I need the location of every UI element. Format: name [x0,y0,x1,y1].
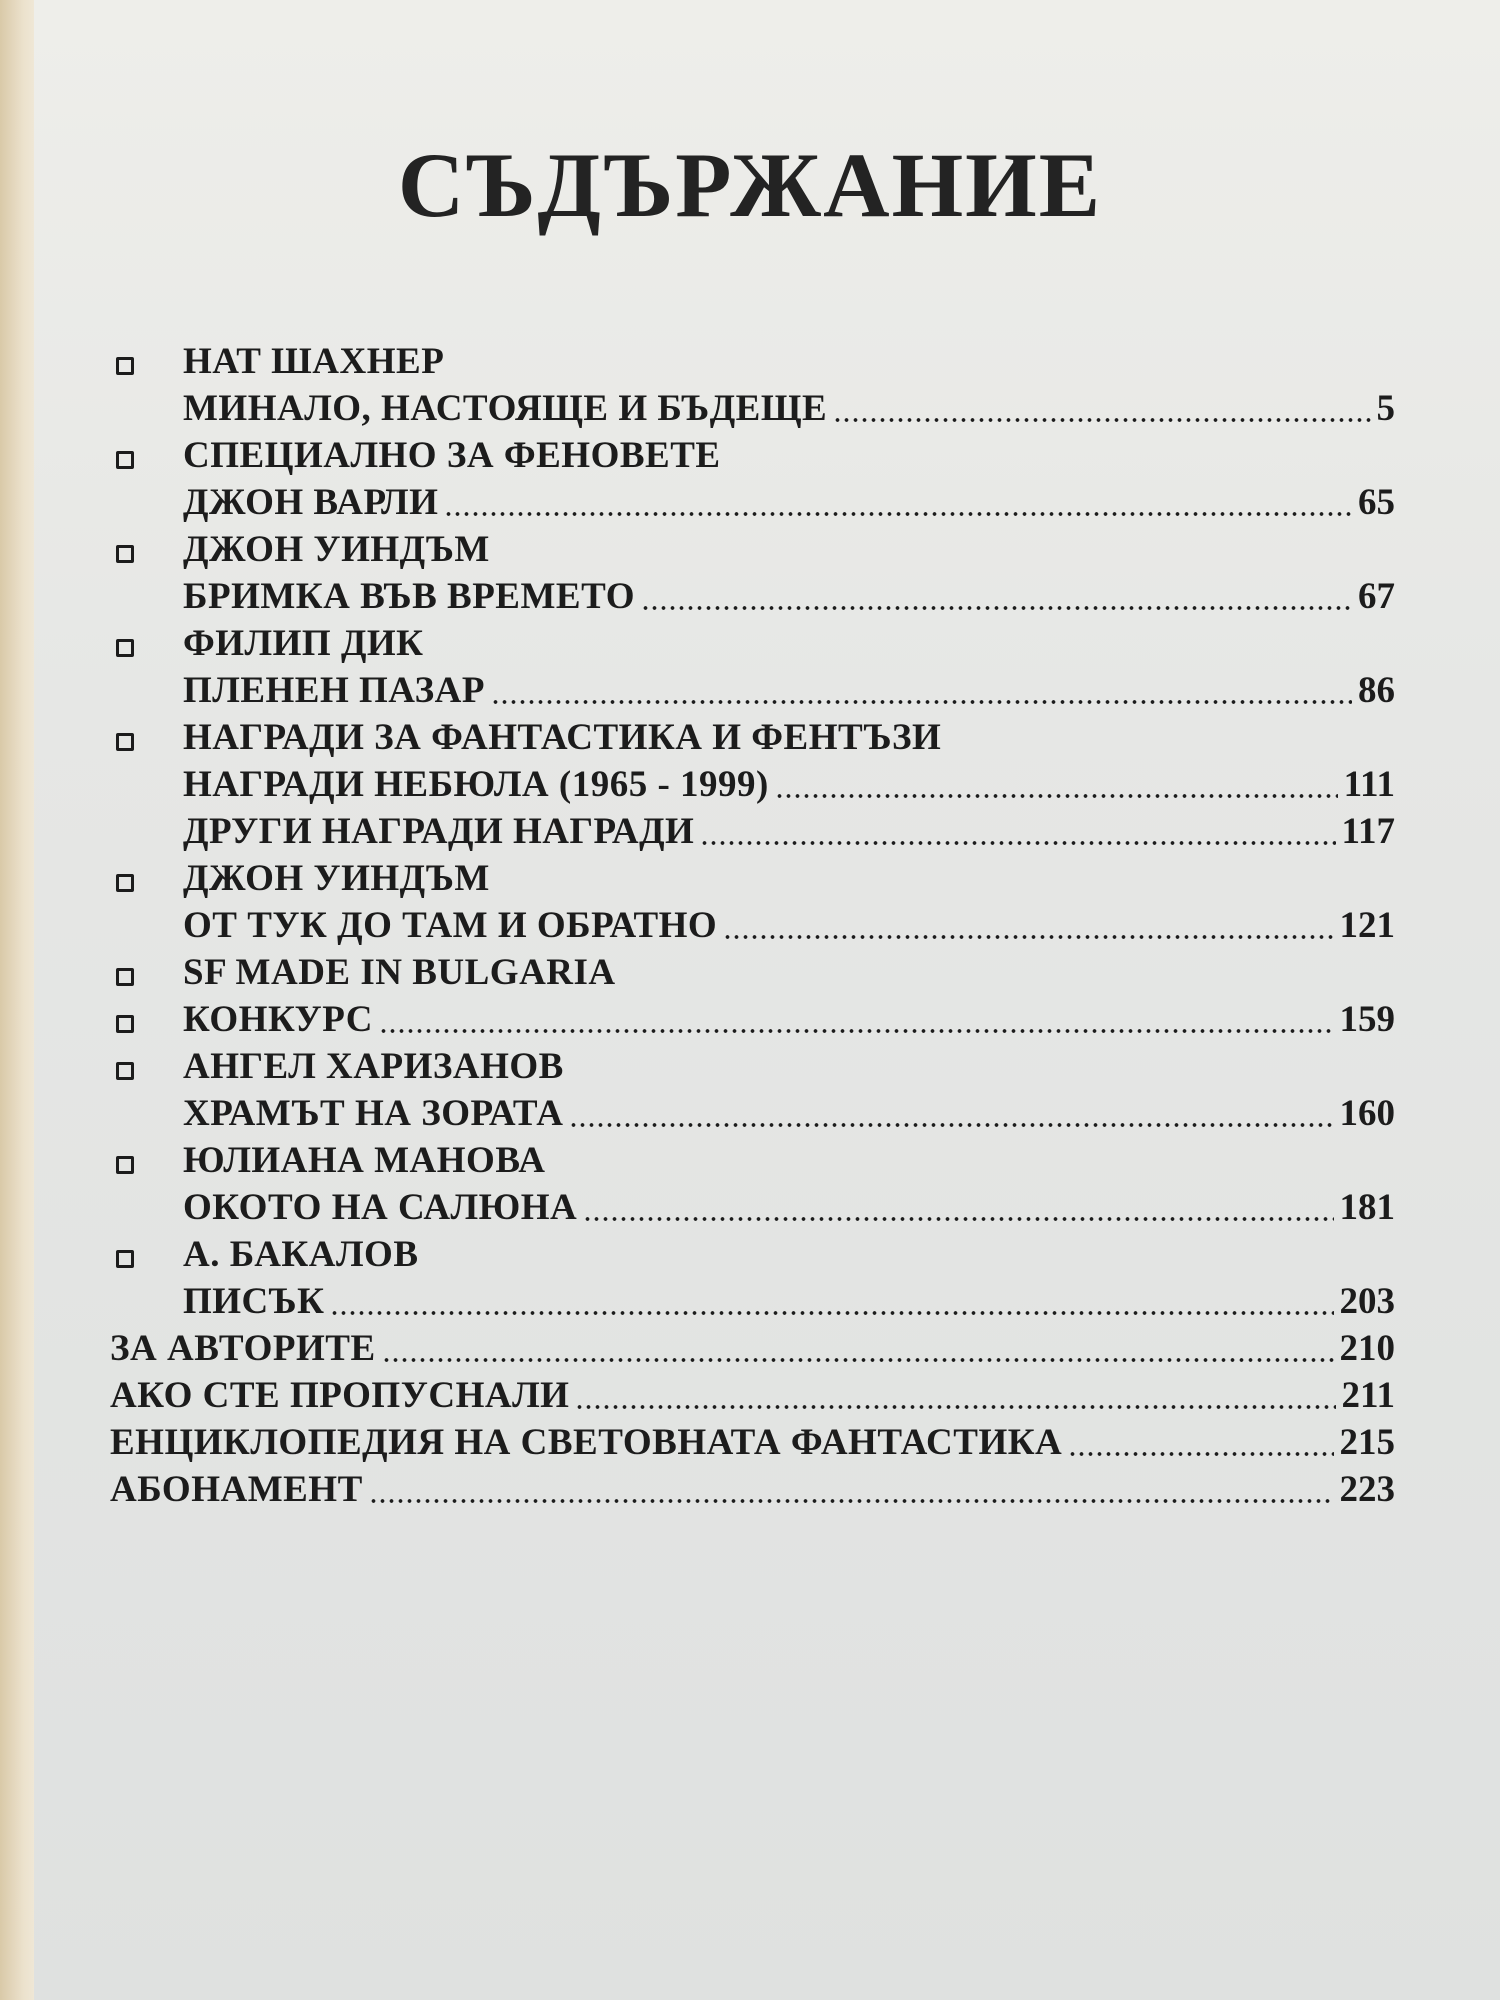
square-bullet-icon [116,1156,134,1174]
toc-entry-title: НАГРАДИ НЕБЮЛА (1965 - 1999) [183,764,769,805]
square-bullet-icon [116,874,134,892]
toc-entry-title: АКО СТЕ ПРОПУСНАЛИ [110,1375,570,1416]
toc-section [110,855,1395,949]
toc-section [110,620,1395,714]
toc-entry-title: ФИЛИП ДИК [183,623,424,664]
toc-line [110,949,1395,996]
dot-leader [379,1028,1334,1034]
toc-line [110,385,1395,432]
dot-leader [382,1357,1334,1363]
square-bullet-icon [116,968,134,986]
toc-section [110,338,1395,432]
toc-line [110,714,1395,761]
dot-leader [700,840,1335,846]
toc-line [110,338,1395,385]
toc-entry-title: ПЛЕНЕН ПАЗАР [183,670,485,711]
toc-entry-title: ЮЛИАНА МАНОВА [183,1140,546,1181]
toc-section [110,526,1395,620]
toc-line [110,1090,1395,1137]
toc-line [110,761,1395,808]
toc-entry-title: ОТ ТУК ДО ТАМ И ОБРАТНО [183,905,718,946]
toc-section [110,1231,1395,1325]
toc-entry-title: ДЖОН ВАРЛИ [183,482,439,523]
toc-line [110,667,1395,714]
toc-page-number: 223 [1339,1469,1395,1510]
toc-entry-title: ЕНЦИКЛОПЕДИЯ НА СВЕТОВНАТА ФАНТАСТИКА [110,1422,1063,1463]
toc-line [110,1278,1395,1325]
toc-entry-title: МИНАЛО, НАСТОЯЩЕ И БЪДЕЩЕ [183,388,828,429]
toc-entry-title: ОКОТО НА САЛЮНА [183,1187,578,1228]
toc-entry-title: НАТ ШАХНЕР [183,341,445,382]
toc-entry-title: АНГЕЛ ХАРИЗАНОВ [183,1046,564,1087]
toc-line [110,479,1395,526]
toc-page-number: 86 [1358,670,1395,711]
toc-page-number: 159 [1339,999,1395,1040]
toc-page-number: 67 [1358,576,1395,617]
toc-line [110,620,1395,667]
toc-page-number: 181 [1339,1187,1395,1228]
toc-page-number: 203 [1339,1281,1395,1322]
dot-leader [444,511,1352,517]
toc-line [110,573,1395,620]
dot-leader [575,1404,1335,1410]
page-edge [0,0,34,2000]
toc-entry-title: ДЖОН УИНДЪМ [183,858,490,899]
square-bullet-icon [116,545,134,563]
toc-page-number: 65 [1358,482,1395,523]
toc-entry-title: ПИСЪК [183,1281,325,1322]
toc-line [110,1137,1395,1184]
square-bullet-icon [116,1250,134,1268]
toc-back-matter [110,1325,1395,1513]
square-bullet-icon [116,1015,134,1033]
toc-entry-title: А. БАКАЛОВ [183,1234,419,1275]
dot-leader [775,793,1338,799]
page-title: СЪДЪРЖАНИЕ [397,134,1103,236]
toc-page-number: 160 [1339,1093,1395,1134]
toc-line [110,1372,1395,1419]
toc-page-number: 215 [1339,1422,1395,1463]
dot-leader [369,1498,1334,1504]
toc-page-number: 121 [1339,905,1395,946]
toc-entry-title: КОНКУРС [183,999,373,1040]
toc-entry-title: АБОНАМЕНТ [110,1469,363,1510]
toc-page-number: 211 [1341,1375,1395,1416]
toc-line [110,526,1395,573]
dot-leader [491,699,1352,705]
dot-leader [1068,1451,1333,1457]
square-bullet-icon [116,451,134,469]
toc-page-number: 111 [1343,764,1395,805]
toc-line [110,1419,1395,1466]
dot-leader [583,1216,1333,1222]
toc-section [110,432,1395,526]
toc-entry-title: SF MADE IN BULGARIA [183,952,616,993]
square-bullet-icon [116,733,134,751]
square-bullet-icon [116,639,134,657]
toc-line [110,1184,1395,1231]
dot-leader [641,605,1352,611]
toc-section [110,714,1395,855]
toc-line [110,996,1395,1043]
toc-section [110,949,1395,996]
square-bullet-icon [116,1062,134,1080]
square-bullet-icon [116,357,134,375]
toc-page-number: 5 [1376,388,1395,429]
toc-entry-title: СПЕЦИАЛНО ЗА ФЕНОВЕТЕ [183,435,721,476]
toc-line [110,808,1395,855]
toc-line [110,1043,1395,1090]
toc-section [110,996,1395,1043]
toc-line [110,1466,1395,1513]
dot-leader [833,417,1370,423]
toc-line [110,1231,1395,1278]
toc-line [110,855,1395,902]
dot-leader [723,934,1333,940]
toc-entry-title: БРИМКА ВЪВ ВРЕМЕТО [183,576,636,617]
toc-line [110,1325,1395,1372]
toc-section [110,1137,1395,1231]
dot-leader [569,1122,1333,1128]
toc-line [110,432,1395,479]
toc-section [110,1043,1395,1137]
toc-page-number: 117 [1341,811,1395,852]
toc-entry-title: ДЖОН УИНДЪМ [183,529,490,570]
toc-page-number: 210 [1339,1328,1395,1369]
toc-line [110,902,1395,949]
toc-entry-title: ЗА АВТОРИТЕ [110,1328,376,1369]
toc-entry-title: ДРУГИ НАГРАДИ НАГРАДИ [183,811,695,852]
dot-leader [330,1310,1333,1316]
toc-entry-title: НАГРАДИ ЗА ФАНТАСТИКА И ФЕНТЪЗИ [183,717,942,758]
toc-entry-title: ХРАМЪТ НА ЗОРАТА [183,1093,564,1134]
table-of-contents [110,338,1395,1513]
